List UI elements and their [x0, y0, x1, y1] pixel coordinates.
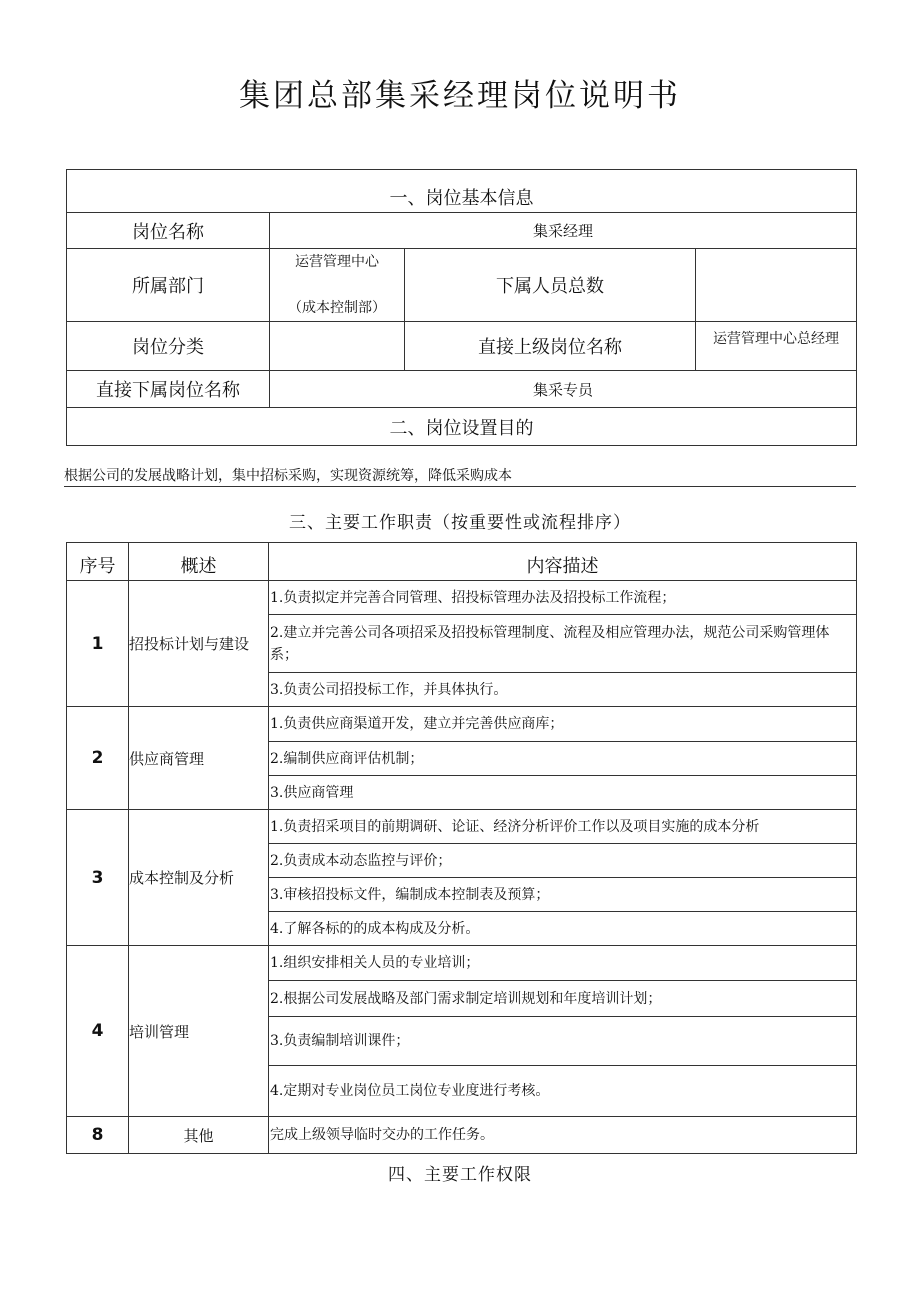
table-row — [67, 581, 857, 615]
subordinates-total-label: 下属人员总数 — [405, 249, 696, 322]
table-row — [67, 1117, 857, 1154]
direct-subordinate-label: 直接下属岗位名称 — [67, 371, 270, 408]
purpose-header-row — [67, 408, 857, 446]
duty-item: 2.负责成本动态监控与评价； — [269, 844, 857, 878]
group-summary: 培训管理 — [129, 946, 269, 1117]
table-row — [67, 946, 857, 981]
basic-info-table — [66, 169, 857, 446]
group-number: 2 — [67, 707, 129, 810]
position-name-value: 集采经理 — [270, 213, 857, 249]
duty-item: 1.负责供应商渠道开发，建立并完善供应商库； — [269, 707, 857, 742]
duty-item: 4.了解各标的的成本构成及分析。 — [269, 912, 857, 946]
position-name-label: 岗位名称 — [67, 213, 270, 249]
duty-item: 2.根据公司发展战略及部门需求制定培训规划和年度培训计划； — [269, 981, 857, 1017]
duties-table — [66, 542, 857, 1154]
duties-section-title: 三、主要工作职责（按重要性或流程排序） — [289, 513, 631, 533]
header-summary: 概述 — [129, 543, 269, 581]
group-number: 3 — [67, 810, 129, 946]
authority-section-title: 四、主要工作权限 — [388, 1165, 532, 1185]
duty-item: 1.组织安排相关人员的专业培训； — [269, 946, 857, 981]
direct-subordinate-value: 集采专员 — [270, 371, 857, 408]
purpose-section-title: 二、岗位设置目的 — [67, 408, 857, 446]
group-summary: 供应商管理 — [129, 707, 269, 810]
duty-item: 3.审核招投标文件，编制成本控制表及预算； — [269, 878, 857, 912]
duty-item: 完成上级领导临时交办的工作任务。 — [269, 1117, 857, 1154]
table-row — [67, 707, 857, 742]
group-number: 1 — [67, 581, 129, 707]
position-name-row — [67, 213, 857, 249]
group-summary: 其他 — [129, 1117, 269, 1154]
group-number: 8 — [67, 1117, 129, 1154]
category-row — [67, 322, 857, 371]
duty-item: 1.负责拟定并完善合同管理、招投标管理办法及招投标工作流程； — [269, 581, 857, 615]
duty-item: 2.编制供应商评估机制； — [269, 742, 857, 776]
duties-header-row — [67, 543, 857, 581]
direct-superior-label: 直接上级岗位名称 — [405, 322, 696, 371]
header-description: 内容描述 — [269, 543, 857, 581]
department-label: 所属部门 — [67, 249, 270, 322]
basic-info-header-row — [67, 170, 857, 213]
basic-info-section-title: 一、岗位基本信息 — [67, 170, 857, 213]
duty-item: 3.负责公司招投标工作，并具体执行。 — [269, 673, 857, 707]
page-title: 集团总部集采经理岗位说明书 — [239, 78, 681, 114]
subordinates-total-value — [696, 249, 857, 322]
direct-superior-value: 运营管理中心总经理 — [696, 322, 857, 371]
department-row — [67, 249, 857, 322]
table-row — [67, 810, 857, 844]
group-summary: 招投标计划与建设 — [129, 581, 269, 707]
direct-subordinate-row — [67, 371, 857, 408]
group-number: 4 — [67, 946, 129, 1117]
duty-item: 3.供应商管理 — [269, 776, 857, 810]
group-summary: 成本控制及分析 — [129, 810, 269, 946]
category-label: 岗位分类 — [67, 322, 270, 371]
department-value — [270, 249, 405, 322]
duty-item: 4.定期对专业岗位员工岗位专业度进行考核。 — [269, 1066, 857, 1117]
category-value — [270, 322, 405, 371]
duty-item: 2.建立并完善公司各项招采及招投标管理制度、流程及相应管理办法，规范公司采购管理体系； — [269, 615, 857, 673]
purpose-text: 根据公司的发展战略计划，集中招标采购，实现资源统筹，降低采购成本 — [64, 466, 856, 487]
duty-item: 3.负责编制培训课件； — [269, 1017, 857, 1066]
duty-item: 1.负责招采项目的前期调研、论证、经济分析评价工作以及项目实施的成本分析 — [269, 810, 857, 844]
header-no: 序号 — [67, 543, 129, 581]
department-value-line2: （成本控制部） — [288, 300, 386, 316]
department-value-line1: 运营管理中心 — [295, 254, 379, 270]
